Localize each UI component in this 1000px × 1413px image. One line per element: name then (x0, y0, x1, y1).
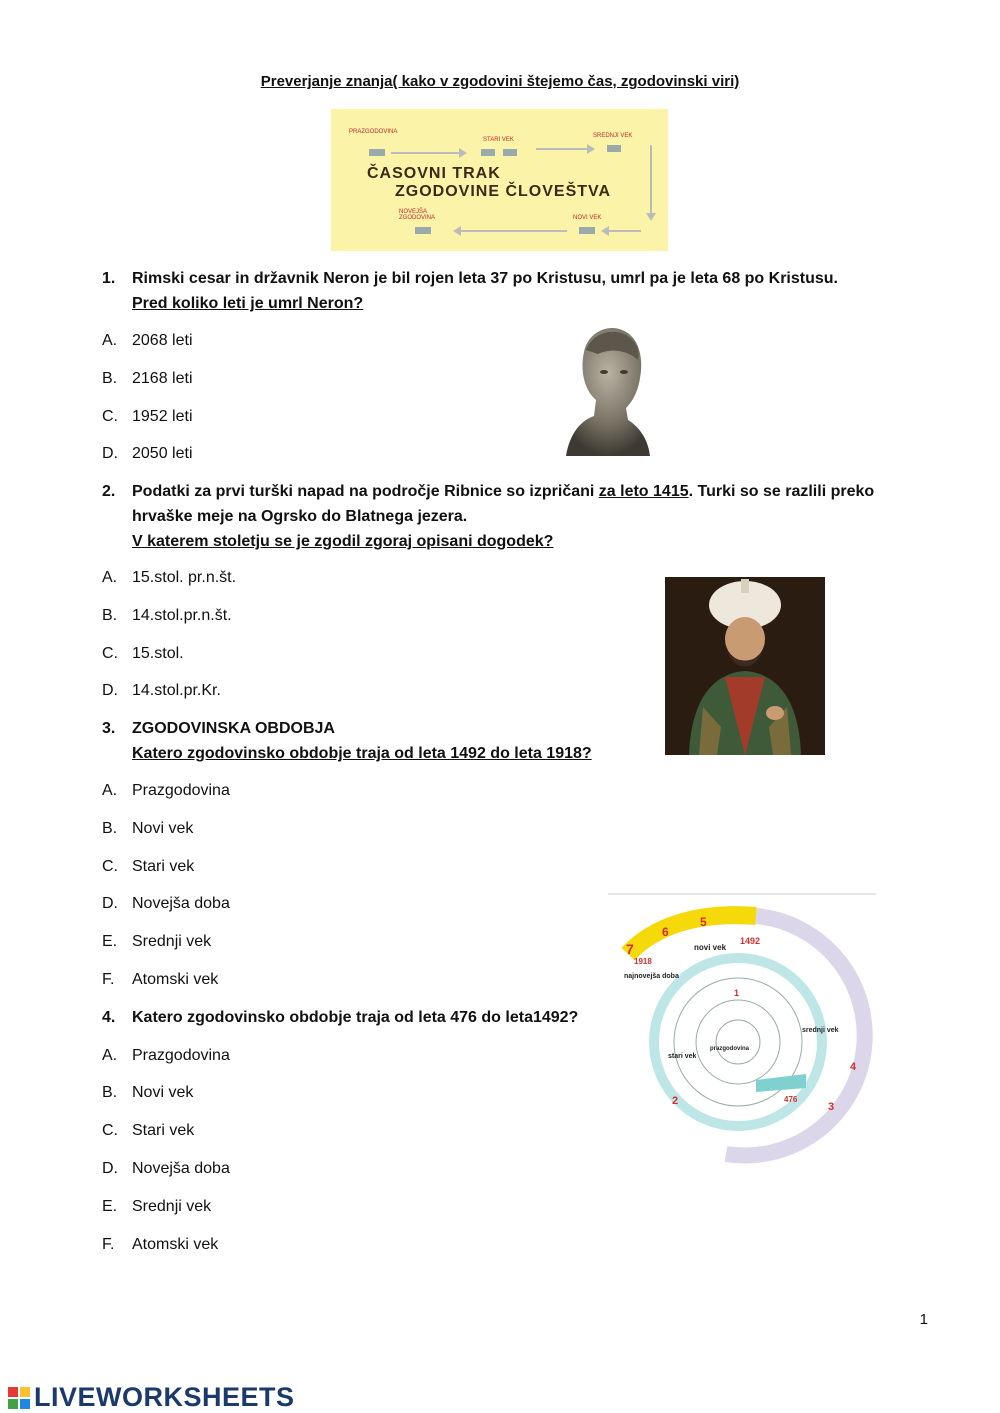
spiral-label: 476 (784, 1095, 798, 1104)
spiral-number: 5 (700, 915, 707, 929)
q3-option-e[interactable]: Srednji vek (132, 933, 212, 950)
q4-option-d-letter: D. (102, 1160, 118, 1177)
q4-option-c-letter: C. (102, 1122, 118, 1139)
q2-question: V katerem stoletju se je zgodil zgoraj opisani dogodek? (132, 533, 554, 550)
banner-title-line2: ZGODOVINE ČLOVEŠTVA (395, 183, 612, 200)
spiral-number: 7 (626, 941, 634, 957)
q1-option-a-letter: A. (102, 332, 118, 349)
q4-option-b[interactable]: Novi vek (132, 1084, 194, 1101)
q4-option-c[interactable]: Stari vek (132, 1122, 195, 1139)
banner-label: NOVI VEK (573, 215, 602, 221)
q2-number: 2. (102, 483, 116, 500)
banner-label: NOVEJŠA ZGODOVINA (399, 209, 436, 221)
q2-text-line1 (132, 483, 874, 501)
q2-option-d[interactable]: 14.stol.pr.Kr. (132, 682, 221, 699)
q2-text-line2: hrvaške meje na Ogrsko do Blatnega jezera. (132, 508, 468, 525)
q1-option-c-letter: C. (102, 408, 118, 425)
q1-option-c[interactable]: 1952 leti (132, 408, 193, 425)
spiral-label: prazgodovina (710, 1046, 750, 1052)
sultan-portrait-image (665, 577, 825, 755)
nero-bust-image (556, 320, 656, 460)
q4-option-d[interactable]: Novejša doba (132, 1160, 230, 1177)
q3-option-a[interactable]: Prazgodovina (132, 782, 230, 799)
banner-title-line1: ČASOVNI TRAK (367, 165, 501, 182)
q3-option-c[interactable]: Stari vek (132, 858, 195, 875)
q3-option-b[interactable]: Novi vek (132, 820, 194, 837)
q3-option-a-letter: A. (102, 782, 118, 799)
spiral-label: 1 (734, 988, 740, 998)
q1-option-b-letter: B. (102, 370, 118, 387)
q1-option-d[interactable]: 2050 leti (132, 445, 193, 462)
q3-number: 3. (102, 720, 116, 737)
liveworksheets-logo (8, 1382, 295, 1413)
q3-option-d-letter: D. (102, 895, 118, 912)
q2-option-d-letter: D. (102, 682, 118, 699)
q2-option-a-letter: A. (102, 569, 118, 586)
q3-heading: ZGODOVINSKA OBDOBJA (132, 720, 335, 737)
q4-option-b-letter: B. (102, 1084, 118, 1101)
q2-option-b[interactable]: 14.stol.pr.n.št. (132, 607, 232, 624)
liveworksheets-logo-icon (8, 1387, 30, 1409)
q2-option-c-letter: C. (102, 645, 118, 662)
q4-option-e-letter: E. (102, 1198, 118, 1215)
spiral-label: 1492 (740, 936, 761, 946)
spiral-timeline-image (606, 892, 878, 1172)
spiral-label: srednji vek (802, 1027, 839, 1034)
spiral-label: 1918 (634, 957, 652, 966)
spiral-label: novi vek (694, 943, 727, 952)
q2-text-year: za leto 1415 (598, 483, 689, 500)
q4-option-e[interactable]: Srednji vek (132, 1198, 212, 1215)
spiral-number: 4 (850, 1061, 857, 1073)
spiral-number: 6 (662, 925, 669, 939)
q2-option-b-letter: B. (102, 607, 118, 624)
q2-option-c[interactable]: 15.stol. (132, 645, 184, 662)
spiral-label: najnovejša doba (624, 973, 679, 980)
q3-option-d[interactable]: Novejša doba (132, 895, 230, 912)
q1-option-d-letter: D. (102, 445, 118, 462)
q2-text-part1: Podatki za prvi turški napad na področje Ribnice so izpričani (132, 483, 599, 500)
q1-number: 1. (102, 270, 116, 287)
q3-option-b-letter: B. (102, 820, 118, 837)
q4-option-a-letter: A. (102, 1047, 118, 1064)
q3-option-f[interactable]: Atomski vek (132, 971, 219, 988)
page-number: 1 (919, 1311, 928, 1328)
spiral-number: 3 (828, 1101, 835, 1113)
q3-option-c-letter: C. (102, 858, 118, 875)
spiral-number: 2 (672, 1095, 679, 1107)
q1-option-a[interactable]: 2068 leti (132, 332, 193, 349)
q2-text-part3: . Turki so se razlili preko (688, 483, 875, 500)
q3-option-f-letter: F. (102, 971, 115, 988)
q1-option-b[interactable]: 2168 leti (132, 370, 193, 387)
q4-number: 4. (102, 1009, 116, 1026)
q4-option-f-letter: F. (102, 1236, 115, 1253)
spiral-label: stari vek (668, 1053, 697, 1060)
q3-question: Katero zgodovinsko obdobje traja od leta 1492 do leta 1918? (132, 745, 592, 762)
page-title: Preverjanje znanja( kako v zgodovini štejemo čas, zgodovinski viri) (260, 73, 740, 90)
banner-label: SREDNJI VEK (593, 133, 633, 139)
q1-question: Pred koliko leti je umrl Neron? (132, 295, 364, 312)
q4-option-a[interactable]: Prazgodovina (132, 1047, 230, 1064)
q4-question: Katero zgodovinsko obdobje traja od leta 476 do leta1492? (132, 1009, 579, 1026)
banner-label: PRAZGODOVINA (349, 129, 398, 135)
q2-option-a[interactable]: 15.stol. pr.n.št. (132, 569, 237, 586)
q4-option-f[interactable]: Atomski vek (132, 1236, 219, 1253)
q1-text: Rimski cesar in državnik Neron je bil rojen leta 37 po Kristusu, umrl pa je leta 68 po Kristusu. (132, 270, 838, 287)
liveworksheets-logo-text: LIVEWORKSHEETS (34, 1382, 295, 1412)
timeline-banner-image (331, 109, 668, 251)
q3-option-e-letter: E. (102, 933, 118, 950)
banner-label: STARI VEK (483, 137, 514, 143)
